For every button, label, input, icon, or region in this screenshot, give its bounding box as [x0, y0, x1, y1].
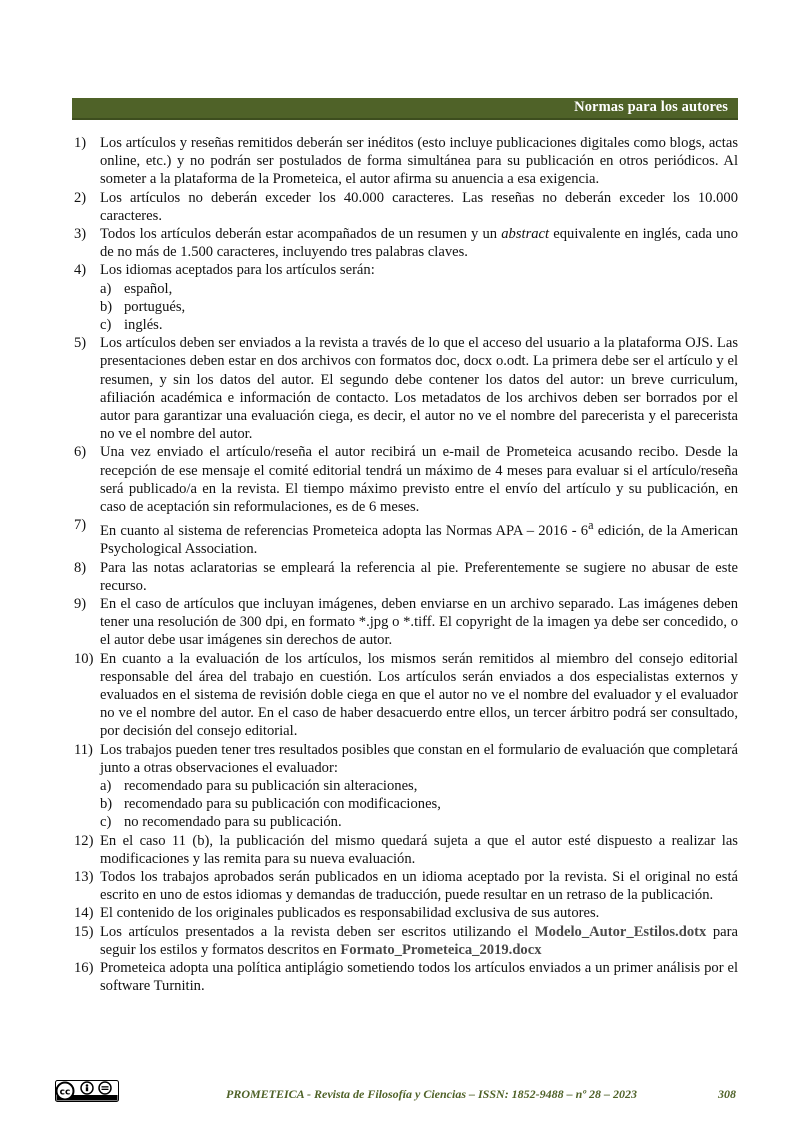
- item-number: 8): [74, 559, 87, 576]
- svg-text:cc: cc: [59, 1087, 71, 1098]
- item-number: 15): [74, 923, 94, 940]
- list-item: [72, 923, 738, 959]
- list-item: [72, 134, 738, 189]
- item-text: Prometeica adopta una política antiplágio sometiendo todos los artículos enviados a un primer análisis por el software Turnitin.: [100, 960, 738, 995]
- item-number: 2): [74, 189, 87, 206]
- list-item: [72, 650, 738, 741]
- item-text: Los artículos deben ser enviados a la revista a través de lo que el acceso del usuario a la plataforma OJS. Las presentaciones deben estar en dos archivos con formatos doc, docx o.odt. La primera debe ser el artículo y el resumen, y sin los datos del autor. El segundo debe contener los datos del autor: un breve curriculum, afiliación académica e información de contacto. Los metadatos de los archivos deben ser borrados por el autor para garantizar una evaluación ciega, es decir, el autor no ve el nombre del parecerista y el parecerista no ve el nombre del autor.: [100, 335, 738, 443]
- list-item: [72, 741, 738, 832]
- item-text: En el caso de artículos que incluyan imágenes, deben enviarse en un archivo separado. Las imágenes deben tener una resolución de 300 dpi, en formato *.jpg o *.tiff. El copyright de la imagen ya debe ser concedido, o el autor debe usar imágenes sin derechos de autor.: [100, 595, 738, 649]
- sublist-item: a) español,: [100, 280, 173, 297]
- item-text: En el caso 11 (b), la publicación del mismo quedará sujeta a que el autor esté dispuesto a realizar las modificaciones y las remita para su nueva evaluación.: [100, 832, 738, 867]
- sublist-item: a) recomendado para su publicación sin alteraciones,: [100, 777, 418, 794]
- template-link[interactable]: Modelo_Autor_Estilos.dotx: [534, 923, 707, 940]
- item-number: 16): [74, 960, 94, 976]
- item-text: Los artículos y reseñas remitidos deberán ser inéditos (esto incluye publicaciones digitales como blogs, actas online, etc.) y no podrán ser postulados de forma simultánea para su publicación en otros periódicos. Al someter a la plataforma de la Prometeica, el autor afirma su anuencia a esa exigencia.: [100, 135, 738, 188]
- cc-by-nd-icon: [55, 1080, 119, 1102]
- format-link[interactable]: Formato_Prometeica_2019.docx: [340, 941, 542, 958]
- section-title: Normas para los autores: [574, 99, 728, 115]
- item-number: 5): [74, 335, 87, 352]
- item-text: Todos los trabajos aprobados serán publicados en un idioma aceptado por la revista. Si el original no está escrito en uno de estos idiomas y demandas de traducción, puede resultar en un retraso de la publicación.: [100, 868, 738, 904]
- list-item: [72, 516, 738, 558]
- list-item: [72, 261, 738, 334]
- list-item: [72, 334, 738, 443]
- item-text: Los idiomas aceptados para los artículos serán:: [100, 262, 375, 279]
- item-number: 3): [74, 226, 87, 243]
- item-text: En cuanto a la evaluación de los artículos, los mismos serán remitidos al miembro del consejo editorial responsable del área del trabajo en cuestión. Los artículos serán enviados a dos especialistas externos y evaluados en el sistema de revisión doble ciega en que el autor no ve el nombre del evaluador y el evaluador no ve el nombre del autor. En el caso de haber desacuerdo entre ellos, un tercer árbitro podrá ser consultado, por decisión del consejo editorial.: [100, 650, 738, 740]
- item-text: Para las notas aclaratorias se empleará la referencia al pie. Preferentemente se sugiere no abusar de este recurso.: [100, 559, 738, 594]
- list-item: [72, 595, 738, 650]
- list-item: [72, 868, 738, 904]
- item-number: 12): [74, 832, 94, 849]
- list-item: [72, 443, 738, 516]
- item-number: 6): [74, 444, 87, 461]
- item-text: Todos los artículos deberán estar acompañados de un resumen y un abstract equivalente en inglés, cada uno de no más de 1.500 caracteres, incluyendo tres palabras claves.: [100, 226, 739, 261]
- item-number: 13): [74, 868, 94, 885]
- list-item: [72, 904, 738, 922]
- sublist-item: c) no recomendado para su publicación.: [100, 814, 342, 831]
- item-number: 14): [74, 905, 94, 922]
- item-text: Los trabajos pueden tener tres resultados posibles que constan en el formulario de evaluación que completará junto a otras observaciones el evaluador:: [100, 741, 738, 776]
- language-sublist: [100, 280, 738, 335]
- item-text: El contenido de los originales publicados es responsabilidad exclusiva de sus autores.: [100, 905, 600, 922]
- list-item: [72, 959, 738, 995]
- item-text: Los artículos presentados a la revista deben ser escritos utilizando el Modelo_Autor_Estilos.dotx para seguir los estilos y formatos descritos en Formato_Prometeica_2019.docx: [100, 923, 738, 958]
- evaluation-results-sublist: [100, 777, 738, 832]
- item-text: Una vez enviado el artículo/reseña el autor recibirá un e-mail de Prometeica acusando recibo. Desde la recepción de ese mensaje el comité editorial tendrá un máximo de 4 meses para evaluar si el artículo/reseña será publicado/a en la revista. El tiempo máximo previsto entre el envío del artículo y su publicación, en caso de aceptación sin reformulaciones, es de 6 meses.: [100, 444, 738, 516]
- list-item: [72, 559, 738, 595]
- page-footer: [0, 1080, 793, 1110]
- journal-citation: PROMETEICA - Revista de Filosofía y Ciencias – ISSN: 1852-9488 – nº 28 – 2023: [226, 1087, 637, 1101]
- item-number: 9): [74, 595, 87, 612]
- item-number: 10): [74, 650, 94, 667]
- list-item: [72, 225, 738, 261]
- sublist-item: c) inglés.: [100, 317, 163, 334]
- sublist-item: b) recomendado para su publicación con modificaciones,: [100, 796, 441, 813]
- item-number: 4): [74, 262, 87, 279]
- sublist-item: b) portugués,: [100, 298, 186, 315]
- header-bar: [72, 98, 738, 120]
- list-item: [72, 189, 738, 225]
- item-number: 7): [74, 517, 87, 534]
- item-number: 11): [74, 741, 93, 758]
- item-text: Los artículos no deberán exceder los 40.000 caracteres. Las reseñas no deberán exceder los 10.000 caracteres.: [100, 189, 738, 224]
- list-item: [72, 832, 738, 868]
- author-guidelines-list: [72, 134, 738, 995]
- page-number: 308: [718, 1087, 736, 1101]
- item-number: 1): [74, 135, 87, 151]
- item-text: En cuanto al sistema de referencias Prometeica adopta las Normas APA – 2016 - 6$^a$ edición, de la American Psychological Association.: [100, 518, 738, 558]
